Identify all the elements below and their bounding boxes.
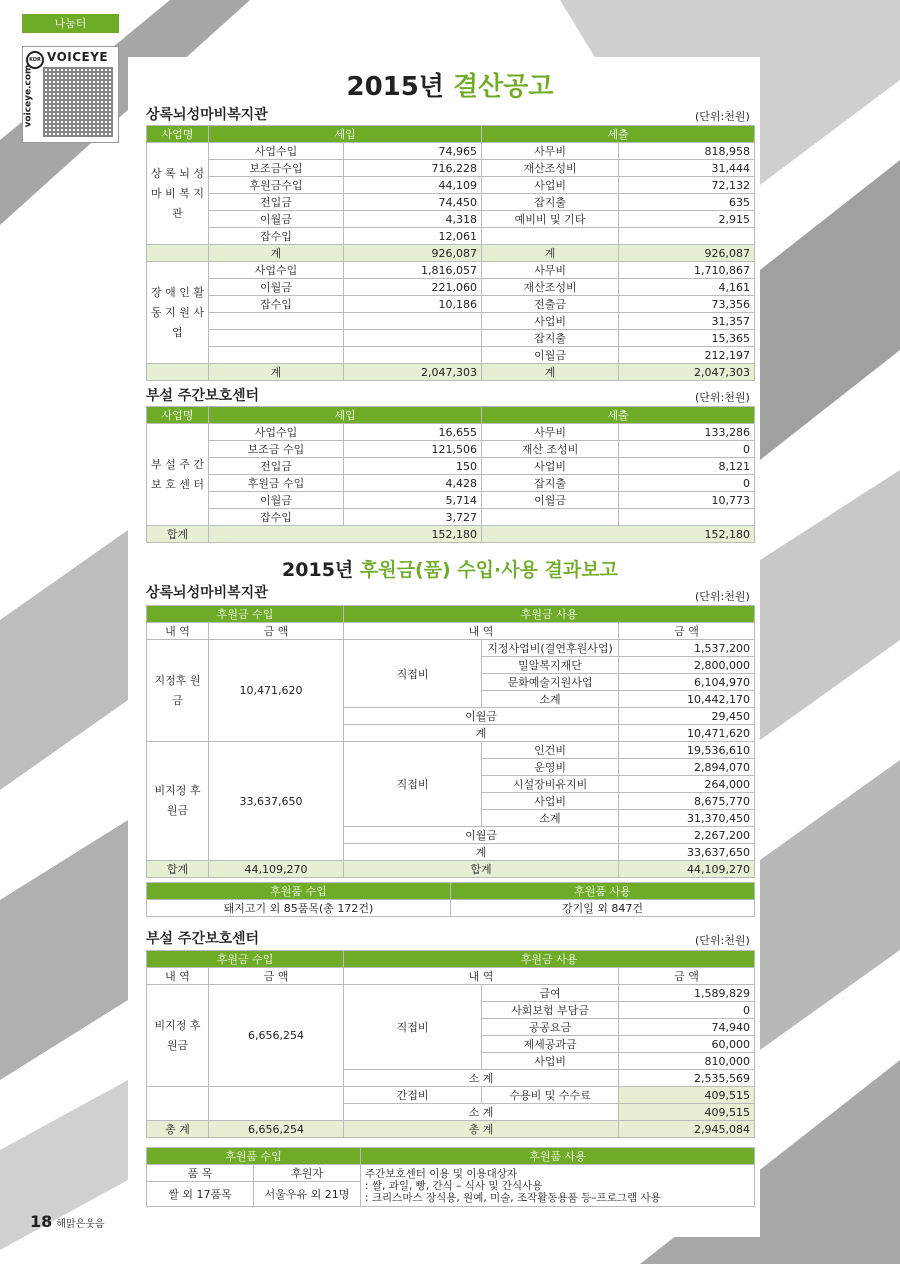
table-cell: 사업비 (482, 793, 619, 810)
table-cell: 금 액 (619, 968, 755, 985)
table-cell: 후원자 (254, 1165, 361, 1182)
table-cell (482, 509, 619, 526)
table-cell: 수용비 및 수수료 (482, 1087, 619, 1104)
table-cell: 재산조성비 (482, 160, 619, 177)
table-row (147, 211, 755, 228)
table-cell (209, 313, 344, 330)
row-label: 부 설 주 간 보 호 센 터 (147, 424, 209, 526)
table-cell: 121,506 (344, 441, 482, 458)
table-row (147, 1121, 755, 1138)
table-row (147, 509, 755, 526)
table-row (147, 526, 755, 543)
table-cell: 계 (344, 844, 619, 861)
qr-pattern (43, 67, 113, 137)
table-row (147, 364, 755, 381)
table-row (147, 424, 755, 441)
table-cell: 급여 (482, 985, 619, 1002)
table-cell: 4,161 (619, 279, 755, 296)
table-cell: 서울우유 외 21명 (254, 1182, 361, 1207)
table-cell: 밀알복지재단 (482, 657, 619, 674)
table-cell: 44,109,270 (619, 861, 755, 878)
table-row (147, 262, 755, 279)
table-cell: 직접비 (344, 742, 482, 827)
table-cell (344, 347, 482, 364)
table-cell: 19,536,610 (619, 742, 755, 759)
table-row (147, 313, 755, 330)
table-cell: 44,109,270 (209, 861, 344, 878)
donation-table-1 (146, 605, 755, 878)
unit-label: (단위:천원) (695, 590, 750, 603)
col-header: 후원금 사용 (344, 606, 755, 623)
table-cell: 33,637,650 (209, 742, 344, 861)
table-cell: 보조금 수입 (209, 441, 344, 458)
table-cell: 사업비 (482, 313, 619, 330)
table-row (147, 143, 755, 160)
table-cell: 사무비 (482, 424, 619, 441)
table-cell: 이월금 (344, 708, 619, 725)
table-cell: 예비비 및 기타 (482, 211, 619, 228)
col-header: 사업명 (147, 407, 209, 424)
col-header: 세출 (482, 407, 755, 424)
table-cell: 전입금 (209, 194, 344, 211)
table-cell: 잡수입 (209, 509, 344, 526)
table-row (147, 160, 755, 177)
table-cell: 10,186 (344, 296, 482, 313)
table-cell: 29,450 (619, 708, 755, 725)
table-row (147, 900, 755, 917)
section-badge: 나눔터 (22, 14, 119, 33)
col-header: 세입 (209, 126, 482, 143)
footer-brand: 해맑은웃음 (56, 1219, 105, 1230)
table-cell: 6,656,254 (209, 1121, 344, 1138)
table-cell: 사업수입 (209, 262, 344, 279)
table-cell: 810,000 (619, 1053, 755, 1070)
table-cell: 60,000 (619, 1036, 755, 1053)
table-cell: 6,104,970 (619, 674, 755, 691)
usage-cell (361, 1165, 755, 1207)
table-cell: 31,444 (619, 160, 755, 177)
table-cell: 2,894,070 (619, 759, 755, 776)
table-cell: 소 계 (344, 1070, 619, 1087)
page-footer (30, 1212, 105, 1231)
table-cell: 이월금 (209, 492, 344, 509)
table-row (147, 279, 755, 296)
col-header: 후원품 수입 (147, 1148, 361, 1165)
table-cell: 0 (619, 441, 755, 458)
table-cell: 2,047,303 (344, 364, 482, 381)
table-cell (619, 228, 755, 245)
table-cell (209, 347, 344, 364)
table-cell: 계 (344, 725, 619, 742)
unit-label: (단위:천원) (695, 934, 750, 947)
table-cell: 212,197 (619, 347, 755, 364)
table-cell: 12,061 (344, 228, 482, 245)
table-cell: 635 (619, 194, 755, 211)
table-cell: 926,087 (344, 245, 482, 262)
table-cell (209, 330, 344, 347)
table-cell: 내 역 (147, 623, 209, 640)
table-cell: 10,442,170 (619, 691, 755, 708)
table-cell: 재산 조성비 (482, 441, 619, 458)
table-cell: 74,965 (344, 143, 482, 160)
usage-line: 주간보호센터 이용 및 이용대상자 (365, 1167, 518, 1180)
table-cell (344, 313, 482, 330)
table-row (147, 458, 755, 475)
col-header: 후원금 수입 (147, 951, 344, 968)
table-cell: 409,515 (619, 1087, 755, 1104)
table-cell: 264,000 (619, 776, 755, 793)
table-cell: 금 액 (209, 968, 344, 985)
col-header: 후원금 사용 (344, 951, 755, 968)
table-cell: 이월금 (482, 492, 619, 509)
table-cell: 금 액 (619, 623, 755, 640)
voiceye-title: VOICEYE (47, 50, 109, 64)
table-cell: 152,180 (209, 526, 482, 543)
table-cell: 4,428 (344, 475, 482, 492)
usage-line: : 쌀, 과일, 빵, 간식 – 식사 및 간식사용 (365, 1179, 543, 1192)
table-row (147, 330, 755, 347)
table-row (147, 985, 755, 1002)
goods-table-2 (146, 1147, 755, 1207)
kor-mark: KOR (26, 51, 44, 69)
table-cell: 내 역 (147, 968, 209, 985)
col-header: 후원품 사용 (361, 1148, 755, 1165)
unit-label: (단위:천원) (695, 110, 750, 123)
table-cell: 사업비 (482, 458, 619, 475)
table-cell: 총 계 (344, 1121, 619, 1138)
table-cell: 후원금 수입 (209, 475, 344, 492)
table-cell: 후원금수입 (209, 177, 344, 194)
table-cell: 0 (619, 1002, 755, 1019)
donation-table-2 (146, 950, 755, 1138)
table-cell: 돼지고기 외 85품목(총 172건) (147, 900, 451, 917)
table-row (147, 492, 755, 509)
table-cell: 10,773 (619, 492, 755, 509)
voiceye-side: voiceye.com (23, 64, 34, 128)
table-cell: 16,655 (344, 424, 482, 441)
table-cell: 재산조성비 (482, 279, 619, 296)
table-cell: 인건비 (482, 742, 619, 759)
settlement-table-1 (146, 125, 755, 381)
table-cell: 합계 (147, 526, 209, 543)
row-label: 비지정 후원금 (147, 742, 209, 861)
table-cell: 4,318 (344, 211, 482, 228)
col-header: 후원품 수입 (147, 883, 451, 900)
unit-label: (단위:천원) (695, 391, 750, 404)
table-cell: 716,228 (344, 160, 482, 177)
table-cell: 818,958 (619, 143, 755, 160)
voiceye-code (22, 46, 119, 143)
table-cell: 소계 (482, 810, 619, 827)
table-cell: 사무비 (482, 143, 619, 160)
section-title: 부설 주간보호센터 (146, 388, 260, 404)
table-cell (344, 330, 482, 347)
goods-table-1 (146, 882, 755, 917)
table-cell: 사업수입 (209, 143, 344, 160)
table-cell: 지정사업비(결연후원사업) (482, 640, 619, 657)
table-row (147, 177, 755, 194)
table-cell: 이월금 (209, 279, 344, 296)
table-cell: 1,710,867 (619, 262, 755, 279)
table-cell: 총 계 (147, 1121, 209, 1138)
table-cell: 계 (209, 245, 344, 262)
table-cell: 잡지출 (482, 194, 619, 211)
row-label: 지정후 원금 (147, 640, 209, 742)
table-cell: 합계 (344, 861, 619, 878)
section-title: 상록뇌성마비복지관 (146, 107, 268, 123)
table-cell: 사업수입 (209, 424, 344, 441)
table-cell: 2,800,000 (619, 657, 755, 674)
table-cell: 133,286 (619, 424, 755, 441)
table-row (147, 623, 755, 640)
table-row (147, 861, 755, 878)
table-cell: 15,365 (619, 330, 755, 347)
table-cell: 31,370,450 (619, 810, 755, 827)
table-cell: 152,180 (482, 526, 755, 543)
table-cell: 내 역 (344, 968, 619, 985)
section-title: 부설 주간보호센터 (146, 931, 260, 947)
table-cell: 계 (482, 245, 619, 262)
table-cell: 품 목 (147, 1165, 254, 1182)
table-cell: 계 (482, 364, 619, 381)
col-header: 후원품 사용 (451, 883, 755, 900)
table-cell: 잡지출 (482, 475, 619, 492)
row-label: 상 록 뇌 성 마 비 복 지 관 (147, 143, 209, 245)
table-cell (619, 509, 755, 526)
table-row (147, 441, 755, 458)
table-row (147, 245, 755, 262)
col-header: 세입 (209, 407, 482, 424)
table-cell: 시설장비유지비 (482, 776, 619, 793)
table-cell: 전입금 (209, 458, 344, 475)
table-cell: 사무비 (482, 262, 619, 279)
table-row (147, 194, 755, 211)
table-cell: 8,675,770 (619, 793, 755, 810)
table-cell: 보조금수입 (209, 160, 344, 177)
table-cell: 221,060 (344, 279, 482, 296)
table-cell: 6,656,254 (209, 985, 344, 1087)
report-title: 2015년 후원금(품) 수입·사용 결과보고 (282, 559, 618, 581)
page-number: 18 (30, 1212, 53, 1231)
table-cell: 33,637,650 (619, 844, 755, 861)
table-cell: 1,589,829 (619, 985, 755, 1002)
table-cell: 금 액 (209, 623, 344, 640)
table-cell: 간접비 (344, 1087, 482, 1104)
table-row (147, 1087, 755, 1104)
table-cell: 운영비 (482, 759, 619, 776)
page-title: 2015년 결산공고 (346, 72, 554, 102)
table-cell (482, 228, 619, 245)
table-cell: 10,471,620 (209, 640, 344, 742)
table-cell: 내 역 (344, 623, 619, 640)
table-cell: 1,816,057 (344, 262, 482, 279)
table-cell: 73,356 (619, 296, 755, 313)
table-cell: 10,471,620 (619, 725, 755, 742)
table-row (147, 296, 755, 313)
table-cell: 2,915 (619, 211, 755, 228)
table-cell: 소 계 (344, 1104, 619, 1121)
table-cell: 8,121 (619, 458, 755, 475)
table-cell: 3,727 (344, 509, 482, 526)
table-cell: 409,515 (619, 1104, 755, 1121)
table-cell: 2,535,569 (619, 1070, 755, 1087)
table-cell: 5,714 (344, 492, 482, 509)
table-cell: 합계 (147, 861, 209, 878)
col-header: 세출 (482, 126, 755, 143)
table-row (147, 228, 755, 245)
table-cell: 이월금 (209, 211, 344, 228)
table-cell: 직접비 (344, 640, 482, 708)
table-cell: 44,109 (344, 177, 482, 194)
table-cell: 31,357 (619, 313, 755, 330)
table-cell: 2,047,303 (619, 364, 755, 381)
table-cell: 74,940 (619, 1019, 755, 1036)
table-cell: 사회보험 부담금 (482, 1002, 619, 1019)
table-cell: 0 (619, 475, 755, 492)
table-cell: 이월금 (482, 347, 619, 364)
table-row (147, 1165, 755, 1182)
table-row (147, 742, 755, 759)
table-cell: 공공요금 (482, 1019, 619, 1036)
table-cell: 72,132 (619, 177, 755, 194)
table-cell: 잡수입 (209, 296, 344, 313)
table-row (147, 347, 755, 364)
col-header: 사업명 (147, 126, 209, 143)
row-label: 장 애 인 활 동 지 원 사 업 (147, 262, 209, 364)
table-cell: 잡지출 (482, 330, 619, 347)
settlement-table-2 (146, 406, 755, 543)
usage-line: : 크리스마스 장식용, 원예, 미술, 조작활동용품 등–프로그램 사용 (365, 1191, 661, 1204)
table-cell: 소계 (482, 691, 619, 708)
section-title: 상록뇌성마비복지관 (146, 585, 268, 601)
table-row (147, 968, 755, 985)
col-header: 후원금 수입 (147, 606, 344, 623)
table-cell: 2,945,084 (619, 1121, 755, 1138)
table-cell: 쌀 외 17품목 (147, 1182, 254, 1207)
table-cell: 2,267,200 (619, 827, 755, 844)
row-label: 비지정 후원금 (147, 985, 209, 1087)
table-cell: 잡수입 (209, 228, 344, 245)
table-cell: 1,537,200 (619, 640, 755, 657)
table-row (147, 475, 755, 492)
table-cell: 제세공과금 (482, 1036, 619, 1053)
table-cell: 사업비 (482, 1053, 619, 1070)
table-cell: 강기일 외 847건 (451, 900, 755, 917)
table-cell: 150 (344, 458, 482, 475)
table-row (147, 640, 755, 657)
table-cell: 전출금 (482, 296, 619, 313)
table-cell: 직접비 (344, 985, 482, 1070)
table-cell: 74,450 (344, 194, 482, 211)
table-cell: 사업비 (482, 177, 619, 194)
table-cell: 계 (209, 364, 344, 381)
table-cell: 926,087 (619, 245, 755, 262)
table-cell: 이월금 (344, 827, 619, 844)
table-cell: 문화예술지원사업 (482, 674, 619, 691)
